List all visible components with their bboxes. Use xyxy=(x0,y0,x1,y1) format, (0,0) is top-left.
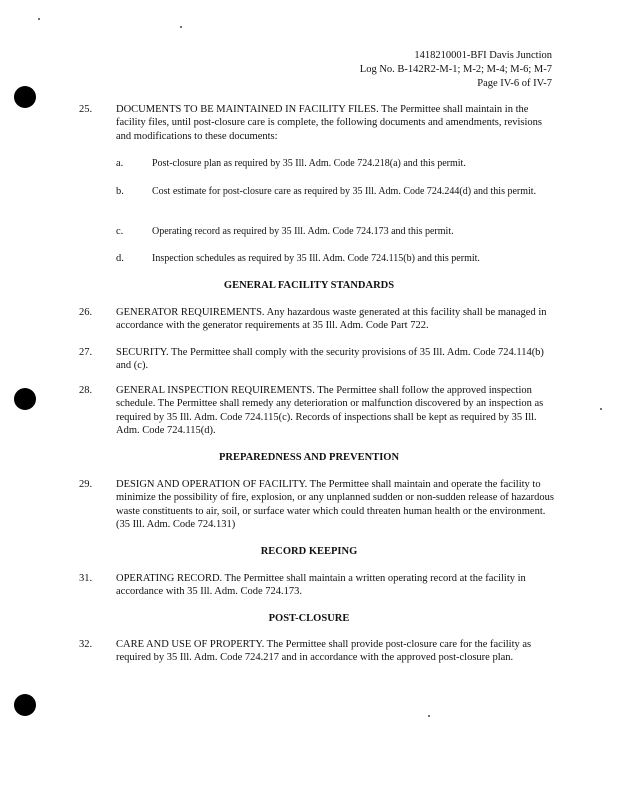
item-text: GENERATOR REQUIREMENTS. Any hazardous waste generated at this facility shall be managed in accordance with the generator requirements at 35 Ill. Adm. Code Part 722. xyxy=(116,307,547,332)
item-text: GENERAL INSPECTION REQUIREMENTS. The Permittee shall follow the approved inspection schedule. The Permittee shall remedy any deterioration or malfunction discovered by an inspection as required by 35 Ill. Adm. Code 724.115(c). Records of inspections shall be kept as required by 35 Ill. Adm. Code 724.115(d). xyxy=(116,385,544,437)
punch-hole-top xyxy=(14,86,36,108)
subitem-text: Cost estimate for post-closure care as required by 35 Ill. Adm. Code 724.244(d) and this permit. xyxy=(152,186,537,197)
item-text: DESIGN AND OPERATION OF FACILITY. The Permittee shall maintain and operate the facility to minimize the possibility of fire, explosion, or any unplanned sudden or non-sudden release of hazardous waste constituents to air, soil, or surface water which could threaten human health or the environment. (35 Ill. Adm. Code 724.131) xyxy=(116,479,554,531)
section-heading: POST-CLOSURE xyxy=(268,613,350,624)
scan-speck xyxy=(180,26,182,28)
item-number: 29. xyxy=(79,479,93,490)
item-text: DOCUMENTS TO BE MAINTAINED IN FACILITY FILES. The Permittee shall maintain in the facility files, until post-closure care is complete, the following documents and amendments, revisions and modifications to these documents: xyxy=(116,104,543,142)
header-log-number: Log No. B-142R2-M-1; M-2; M-4; M-6; M-7 xyxy=(359,64,552,75)
section-heading: PREPAREDNESS AND PREVENTION xyxy=(218,452,400,463)
item-text: OPERATING RECORD. The Permittee shall maintain a written operating record at the facility in accordance with 35 Ill. Adm. Code 724.173. xyxy=(116,573,526,598)
scan-speck xyxy=(428,715,430,717)
subitem-text: Post-closure plan as required by 35 Ill. Adm. Code 724.218(a) and this permit. xyxy=(152,158,466,169)
subitem-letter: b. xyxy=(116,186,124,197)
item-number: 27. xyxy=(79,347,93,358)
subitem-text: Operating record as required by 35 Ill. Adm. Code 724.173 and this permit. xyxy=(152,226,454,237)
item-number: 28. xyxy=(79,385,93,396)
item-text: SECURITY. The Permittee shall comply with the security provisions of 35 Ill. Adm. Code 724.114(b) and (c). xyxy=(116,347,544,372)
item-number: 26. xyxy=(79,307,93,318)
section-heading: RECORD KEEPING xyxy=(260,546,358,557)
subitem-letter: d. xyxy=(116,253,124,264)
subitem-letter: a. xyxy=(116,158,124,169)
document-header xyxy=(360,49,552,91)
scan-speck xyxy=(38,18,40,20)
item-number: 31. xyxy=(79,573,93,584)
scan-speck xyxy=(600,408,602,410)
punch-hole-bottom xyxy=(14,694,36,716)
subitem-letter: c. xyxy=(116,226,124,237)
item-number: 25. xyxy=(79,104,93,115)
subitem-text: Inspection schedules as required by 35 Ill. Adm. Code 724.115(b) and this permit. xyxy=(152,253,480,264)
item-number: 32. xyxy=(79,639,93,650)
item-text: CARE AND USE OF PROPERTY. The Permittee shall provide post-closure care for the facility as required by 35 Ill. Adm. Code 724.217 and in accordance with the approved post-closure plan. xyxy=(116,639,532,664)
header-page-number: Page IV-6 of IV-7 xyxy=(477,78,552,89)
section-heading: GENERAL FACILITY STANDARDS xyxy=(223,280,395,291)
header-doc-id: 1418210001-BFI Davis Junction xyxy=(414,50,552,61)
punch-hole-middle xyxy=(14,388,36,410)
